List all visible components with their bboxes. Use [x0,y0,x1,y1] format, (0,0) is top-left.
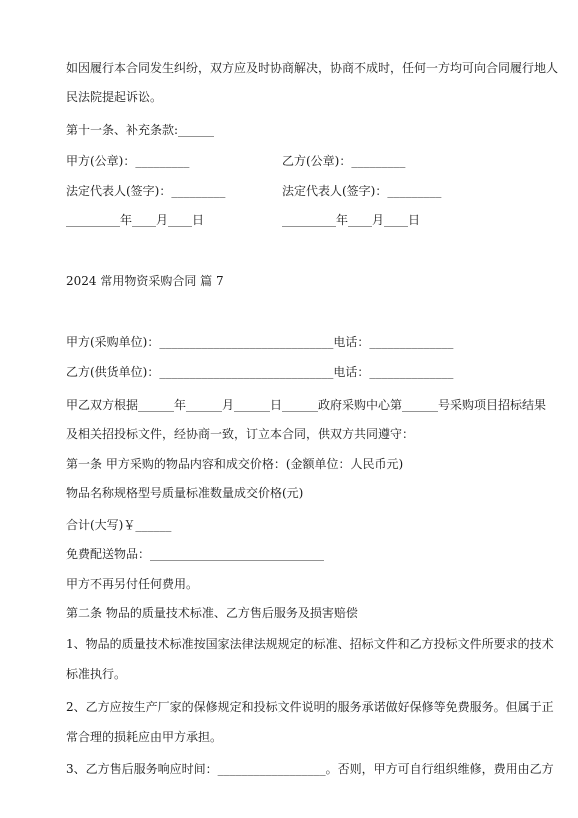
paragraph-intro-line2: 及相关招投标文件，经协商一致，订立本合同，供双方共同遵守： [66,427,415,441]
party-a-date: _________年____月____日 [66,213,205,227]
paragraph-intro-line1: 甲乙双方根据______年______月______日______政府采购中心第______号采购项目招标结果 [66,398,547,412]
article-2-title: 第二条 物品的质量技术标准、乙方售后服务及损害赔偿 [66,606,358,620]
clause-2-line2: 常合理的损耗应由甲方承担。 [66,730,223,744]
section-heading: 2024 常用物资采购合同 篇 7 [66,274,224,288]
party-a-buyer: 甲方(采购单位)：_____________________________电话：______________ [66,335,454,349]
article-1-title: 第一条 甲方采购的物品内容和成交价格：(金额单位：人民币元) [66,457,404,471]
paragraph-dispute-line2: 民法院提起诉讼。 [66,90,163,104]
article-11-supplementary: 第十一条、补充条款:______ [66,123,215,137]
clause-2-line1: 2、乙方应按生产厂家的保修规定和投标文件说明的服务承诺做好保修等免费服务。但属于正 [66,700,554,714]
total-amount: 合计(大写)￥______ [66,518,172,532]
clause-1-line2: 标准执行。 [66,667,127,681]
party-b-representative: 法定代表人(签字)：_________ [282,184,442,198]
clause-1-line1: 1、物品的质量技术标准按国家法律法规规定的标准、招标文件和乙方投标文件所要求的技术 [66,637,554,651]
no-extra-fee: 甲方不再另付任何费用。 [66,577,199,591]
party-a-representative: 法定代表人(签字)：_________ [66,184,226,198]
item-table-header: 物品名称规格型号质量标准数量成交价格(元) [66,486,304,500]
party-a-seal: 甲方(公章)：_________ [66,154,190,168]
clause-3-line1: 3、乙方售后服务响应时间：__________________。否则，甲方可自行组织维修，费用由乙方 [66,762,554,776]
free-items: 免费配送物品：_____________________________ [66,547,325,561]
paragraph-dispute-line1: 如因履行本合同发生纠纷，双方应及时协商解决，协商不成时，任何一方均可向合同履行地人 [66,61,559,75]
party-b-date: _________年____月____日 [282,213,421,227]
party-b-supplier: 乙方(供货单位)：_____________________________电话：______________ [66,365,454,379]
party-b-seal: 乙方(公章)：_________ [282,154,406,168]
